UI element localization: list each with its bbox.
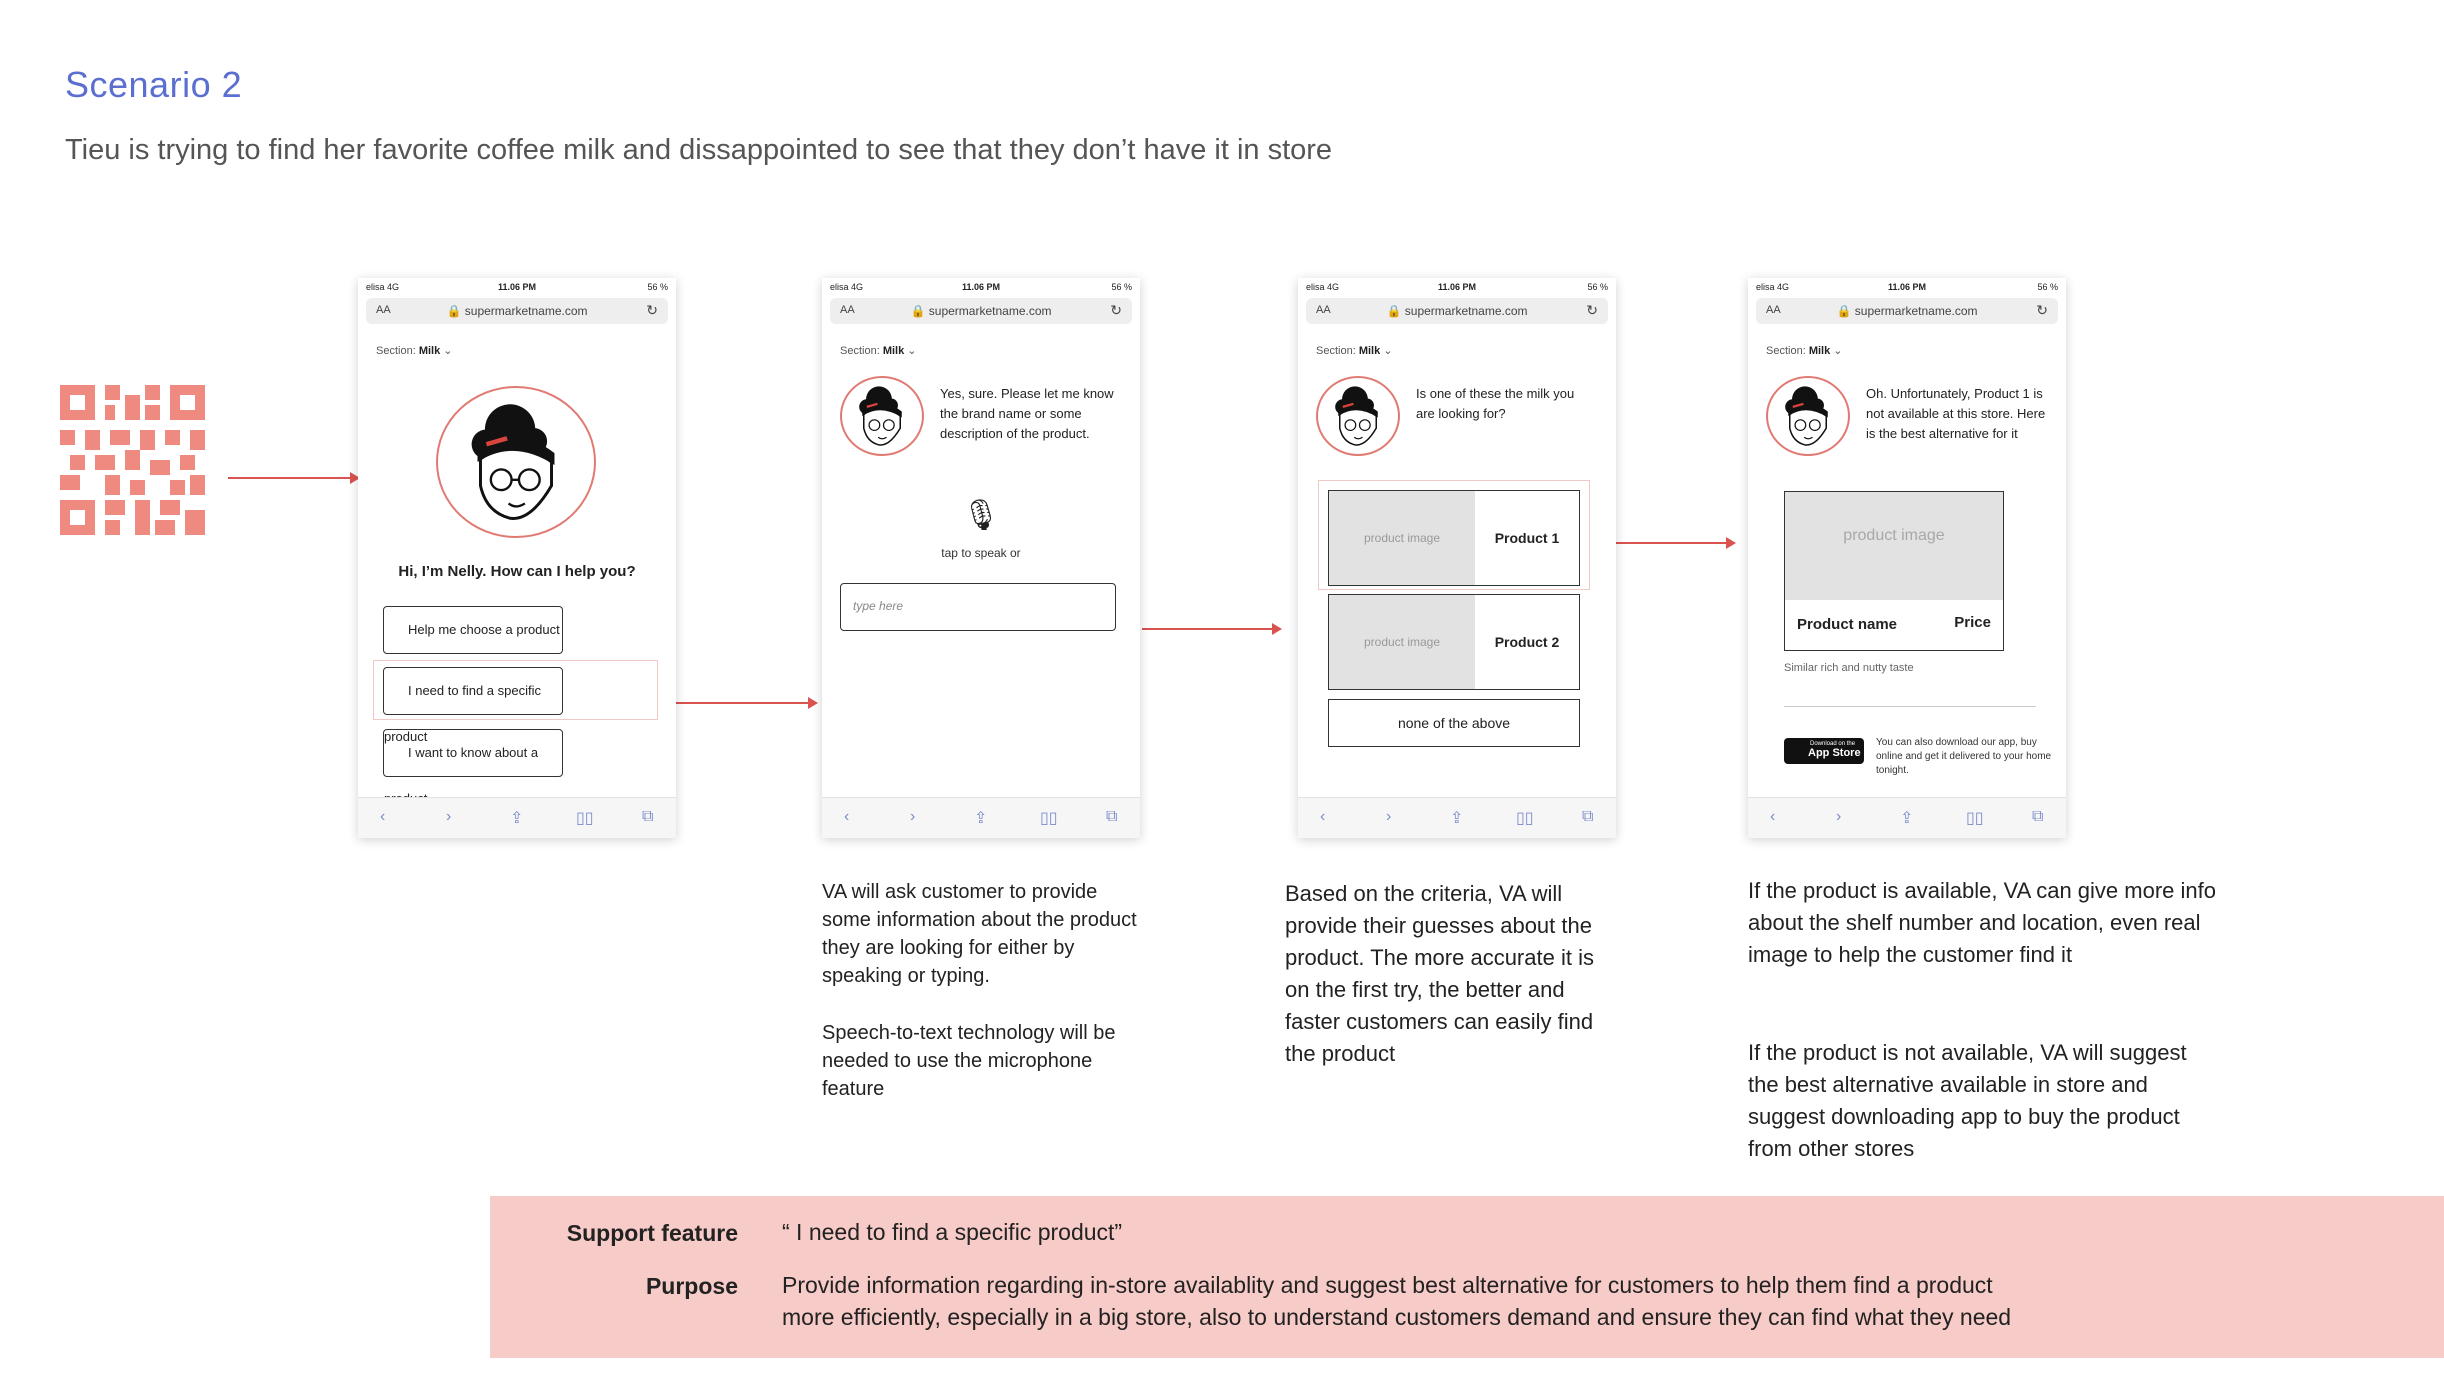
section-selector[interactable]: Section: Milk ⌄ [840, 345, 917, 357]
address-bar[interactable] [830, 298, 1132, 324]
phone-screen-3 [1298, 278, 1616, 838]
purpose-line-2: more efficiently, especially in a big store, also to understand customers demand and ensure they can find what they need [782, 1304, 2012, 1330]
type-placeholder: type here [853, 599, 904, 613]
description-screen-2a: VA will ask customer to provide some information about the product they are looking for either by speaking or typing. [822, 881, 1137, 987]
microphone-icon[interactable]: 🎙 [961, 499, 1001, 532]
section-selector[interactable]: Section: Milk ⌄ [1316, 345, 1393, 357]
nelly-face-icon [842, 378, 922, 454]
text-size-button[interactable]: AA [376, 304, 391, 316]
tabs-icon[interactable]: ⧉ [2032, 808, 2044, 825]
battery: 56 % [2037, 282, 2058, 292]
share-icon[interactable]: ⇪ [1900, 810, 1914, 827]
type-input[interactable] [840, 583, 1116, 631]
summary-panel [490, 1196, 2444, 1358]
product-name: Product 1 [1494, 530, 1560, 546]
reload-icon[interactable]: ↻ [1110, 302, 1122, 318]
reload-icon[interactable]: ↻ [1586, 302, 1598, 318]
forward-icon[interactable]: › [446, 808, 452, 825]
qr-code-icon [60, 385, 205, 535]
option-choose-product[interactable]: Help me choose a product [383, 606, 563, 654]
back-icon[interactable]: ‹ [844, 808, 850, 825]
url-text: 🔒 supermarketname.com [1386, 304, 1528, 318]
battery: 56 % [1587, 282, 1608, 292]
description-screen-4b: If the product is not available, VA will suggest the best alternative available in store and suggest downloading app to buy the product from other stores [1748, 1040, 2187, 1161]
flow-arrow-3 [1596, 542, 1734, 544]
browser-toolbar [358, 797, 676, 838]
time: 11.06 PM [961, 282, 1001, 292]
share-icon[interactable]: ⇪ [1450, 810, 1464, 827]
flow-arrow-2 [1142, 628, 1280, 630]
support-feature-value: “ I need to find a specific product” [782, 1219, 1123, 1245]
purpose-line-1: Provide information regarding in-store availablity and suggest best alternative for customers to help them find a product [782, 1272, 1993, 1298]
avatar [436, 386, 596, 538]
product-option-1[interactable] [1328, 490, 1580, 586]
product-image: product image [1329, 595, 1475, 689]
address-bar[interactable] [366, 298, 668, 324]
avatar [840, 376, 924, 456]
section-selector[interactable]: Section: Milk ⌄ [376, 345, 453, 357]
share-icon[interactable]: ⇪ [510, 810, 524, 827]
battery: 56 % [1111, 282, 1132, 292]
product-name: Product 2 [1494, 634, 1560, 650]
back-icon[interactable]: ‹ [1320, 808, 1326, 825]
battery: 56 % [647, 282, 668, 292]
time: 11.06 PM [497, 282, 537, 292]
share-icon[interactable]: ⇪ [974, 810, 988, 827]
back-icon[interactable]: ‹ [380, 808, 386, 825]
address-bar[interactable] [1756, 298, 2058, 324]
tap-to-speak-label: tap to speak or [941, 546, 1021, 560]
description-screen-2b: Speech-to-text technology will be needed to use the microphone feature [822, 1022, 1116, 1100]
status-bar [1298, 278, 1616, 296]
page-title: Scenario 2 [65, 64, 243, 105]
option-know-about-product[interactable]: I want to know about a [383, 729, 563, 777]
back-icon[interactable]: ‹ [1770, 808, 1776, 825]
app-download-note: You can also download our app, buy online and get it delivered to your home tonight. [1876, 737, 2052, 776]
address-bar[interactable] [1306, 298, 1608, 324]
browser-toolbar [1298, 797, 1616, 838]
nelly-face-icon [1768, 378, 1848, 454]
url-text: 🔒 supermarketname.com [910, 304, 1052, 318]
reload-icon[interactable]: ↻ [646, 302, 658, 318]
forward-icon[interactable]: › [1836, 808, 1842, 825]
alternative-product-price: Price [1954, 614, 1991, 631]
forward-icon[interactable]: › [910, 808, 916, 825]
phone-screen-1 [358, 278, 676, 838]
assistant-message: Oh. Unfortunately, Product 1 is not available at this store. Here is the best alternative for it [1866, 386, 2046, 441]
assistant-message: Yes, sure. Please let me know the brand name or some description of the product. [940, 386, 1114, 441]
phone-screen-2 [822, 278, 1140, 838]
bookmarks-icon[interactable]: ▯▯ [1516, 810, 1534, 827]
page-subtitle: Tieu is trying to find her favorite coffee milk and dissappointed to see that they don’t have it in store [65, 134, 1333, 166]
browser-toolbar [1748, 797, 2066, 838]
url-text: 🔒 supermarketname.com [446, 304, 588, 318]
alternative-product-name: Product name [1797, 616, 1898, 633]
time: 11.06 PM [1887, 282, 1927, 292]
tabs-icon[interactable]: ⧉ [1582, 808, 1594, 825]
bookmarks-icon[interactable]: ▯▯ [1040, 810, 1058, 827]
text-size-button[interactable]: AA [1766, 304, 1781, 316]
option-find-specific-product[interactable]: I need to find a specific product [383, 667, 563, 715]
nelly-face-icon [1318, 378, 1398, 454]
app-store-text: App Store [1808, 747, 1861, 759]
divider [1784, 706, 2036, 707]
greeting-text: Hi, I’m Nelly. How can I help you? [398, 563, 636, 580]
bookmarks-icon[interactable]: ▯▯ [1966, 810, 1984, 827]
text-size-button[interactable]: AA [840, 304, 855, 316]
alternative-product-card[interactable] [1784, 491, 2004, 651]
app-store-small-text: Download on the [1810, 741, 1856, 747]
status-bar [822, 278, 1140, 296]
status-bar [1748, 278, 2066, 296]
alternative-product-image: product image [1785, 492, 2003, 600]
phone-screen-4 [1748, 278, 2066, 838]
carrier: elisa 4G [366, 282, 400, 292]
alternative-note: Similar rich and nutty taste [1784, 662, 1914, 674]
tabs-icon[interactable]: ⧉ [1106, 808, 1118, 825]
description-screen-3: Based on the criteria, VA will provide their guesses about the product. The more accurate it is on the first try, the better and faster customers can easily find the product [1285, 881, 1594, 1066]
time: 11.06 PM [1437, 282, 1477, 292]
text-size-button[interactable]: AA [1316, 304, 1331, 316]
description-screen-4a: If the product is available, VA can give more info about the shelf number and location, even real image to help the customer find it [1748, 878, 2216, 967]
bookmarks-icon[interactable]: ▯▯ [576, 810, 594, 827]
browser-toolbar [822, 797, 1140, 838]
product-image: product image [1329, 491, 1475, 585]
section-selector[interactable]: Section: Milk ⌄ [1766, 345, 1843, 357]
app-store-badge[interactable] [1784, 738, 1864, 764]
forward-icon[interactable]: › [1386, 808, 1392, 825]
tabs-icon[interactable]: ⧉ [642, 808, 654, 825]
nelly-face-icon [438, 388, 594, 536]
avatar [1766, 376, 1850, 456]
carrier: elisa 4G [1306, 282, 1340, 292]
reload-icon[interactable]: ↻ [2036, 302, 2048, 318]
avatar [1316, 376, 1400, 456]
none-of-the-above-button[interactable]: none of the above [1328, 699, 1580, 747]
flow-arrow-qr [228, 477, 358, 479]
url-text: 🔒 supermarketname.com [1836, 304, 1978, 318]
support-feature-label: Support feature [566, 1220, 738, 1246]
status-bar [358, 278, 676, 296]
carrier: elisa 4G [830, 282, 864, 292]
flow-arrow-1 [658, 702, 816, 704]
product-option-2[interactable] [1328, 594, 1580, 690]
assistant-message: Is one of these the milk you are looking for? [1416, 386, 1575, 421]
carrier: elisa 4G [1756, 282, 1790, 292]
purpose-label: Purpose [645, 1273, 738, 1299]
